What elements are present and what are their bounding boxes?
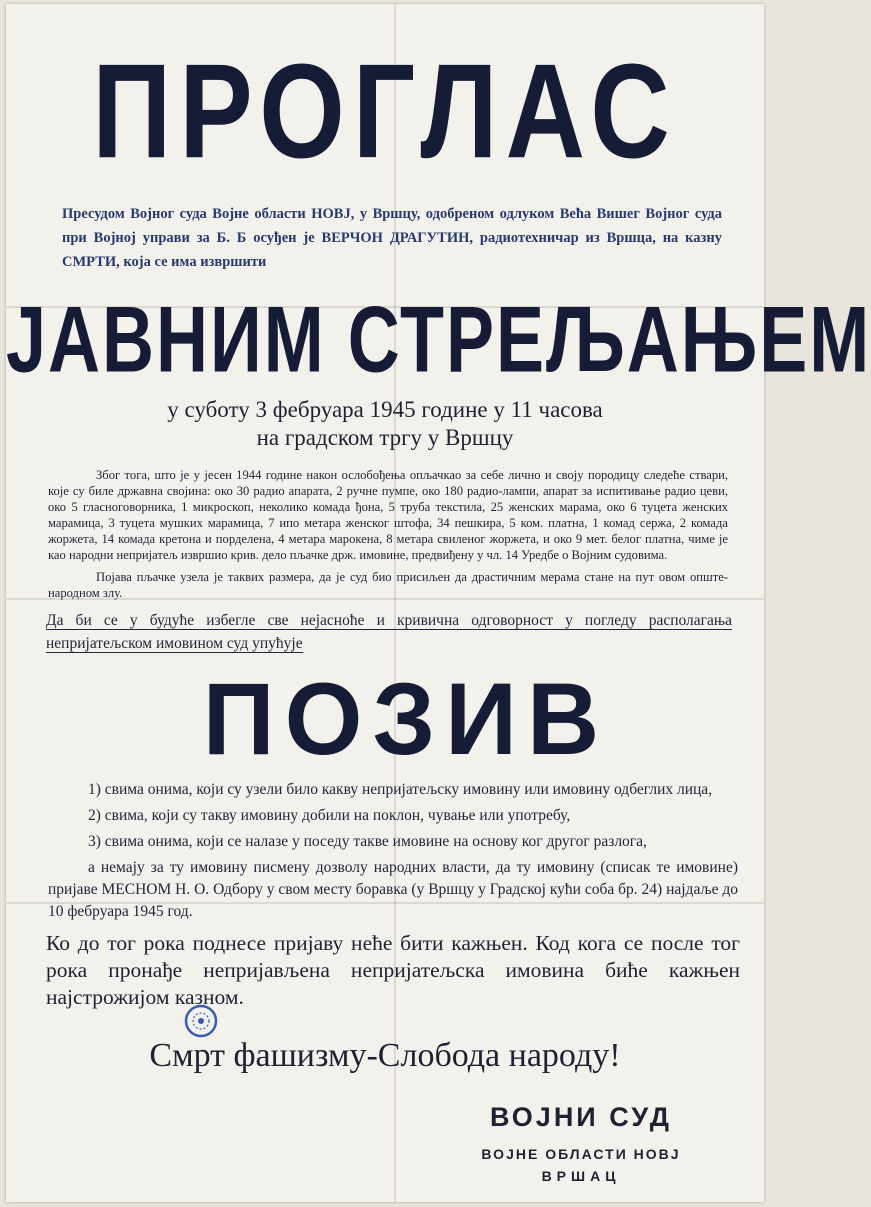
- list-item: 1) свима онима, који су узели било какву непријатељску имовину или имовину одбеглих лица,: [88, 781, 713, 798]
- call-heading: ПОЗИВ: [202, 662, 610, 777]
- poster-title: ПРОГЛАС: [92, 36, 678, 187]
- execution-time-place: [6, 396, 764, 452]
- execution-place-line: на градском тргу у Вршцу: [256, 425, 514, 450]
- list-item: 2) свима, који су такву имовину добили на поклон, чување или употребу,: [88, 807, 571, 824]
- crime-description: [48, 467, 728, 601]
- slogan: Смрт фашизму-Слобода народу!: [149, 1037, 621, 1074]
- list-item: 3) свима онима, који се налазе у поседу такве имовине на основу ког другог разлога,: [88, 833, 647, 850]
- deadline-warning: Ко до тог рока поднесе пријаву неће бити кажњен. Код кога се после тог рока пронађе непријављена непријатељска имовина биће кажњен најстрожијом казном.: [46, 931, 740, 1009]
- underlined-text: Да би се у будуће избегле све нејасноће и кривична одговорност у погледу располагања непријатељском имовином суд упућује: [46, 612, 732, 652]
- signature-court: ВОЈНИ СУД: [489, 1102, 673, 1132]
- crime-paragraph: Појава пљачке узела је таквих размера, да је суд био присиљен да драстичним мерама стане на пут овом опште-народном злу.: [48, 570, 728, 600]
- execution-date-line: у суботу 3 фебруара 1945 године у 11 часова: [167, 397, 603, 422]
- call-list: [48, 779, 738, 923]
- signature-city: ВРШАЦ: [541, 1168, 621, 1184]
- sentence-intro: Пресудом Војног суда Војне области НОВЈ, у Вршцу, одобреном одлуком Већа Вишег Војног суда при Војној управи за Б. Б осуђен је ВЕРЧОН ДРАГУТИН, радиотехничар из Вршца, на казну СМРТИ, која се има извршити: [62, 206, 722, 270]
- crime-paragraph: Због тога, што је у јесен 1944 године након ослобођења опљачкао за себе лично и своју породицу следеће ствари, које су биле државна својина: око 30 радио апарата, 2 ручне пумпе, око 180 радио-лампи, апарат за испитивање радио цеви, око 5 гласноговорника, 1 микроскоп, неколико комада ђона, 5 труба текстила, 25 женских марама, око 6 туцета женских марамица, 3 туцета мушких марамица, 7 ипо метара женског штофа, 34 пешкира, 5 ком. платна, 1 комад сержа, 2 комада жоржета, 14 комада кретона и порделена, 4 метара марокена, 8 метара свиленог жоржета, и око 9 мет. белог платна, чиме је као народни непријатељ извршио крив. дело пљачке држ. имовине, предвиђену у чл. 14 Уредбе о Војним судовима.: [48, 468, 728, 562]
- list-tail: а немају за ту имовину писмену дозволу народних власти, да ту имовину (списак те имовине) пријаве МЕСНОМ Н. О. Одбору у свом месту боравка (у Вршцу у Градској кући соба бр. 24) најдаље до 10 фебруара 1945 год.: [48, 859, 738, 920]
- execution-heading: ЈАВНИМ СТРЕЉАЊЕМ: [6, 288, 871, 393]
- proclamation-poster: [6, 4, 871, 1202]
- court-instruction: [46, 609, 732, 655]
- signature-region: ВОЈНЕ ОБЛАСТИ НОВЈ: [481, 1146, 681, 1162]
- museum-stamp: [184, 1004, 218, 1038]
